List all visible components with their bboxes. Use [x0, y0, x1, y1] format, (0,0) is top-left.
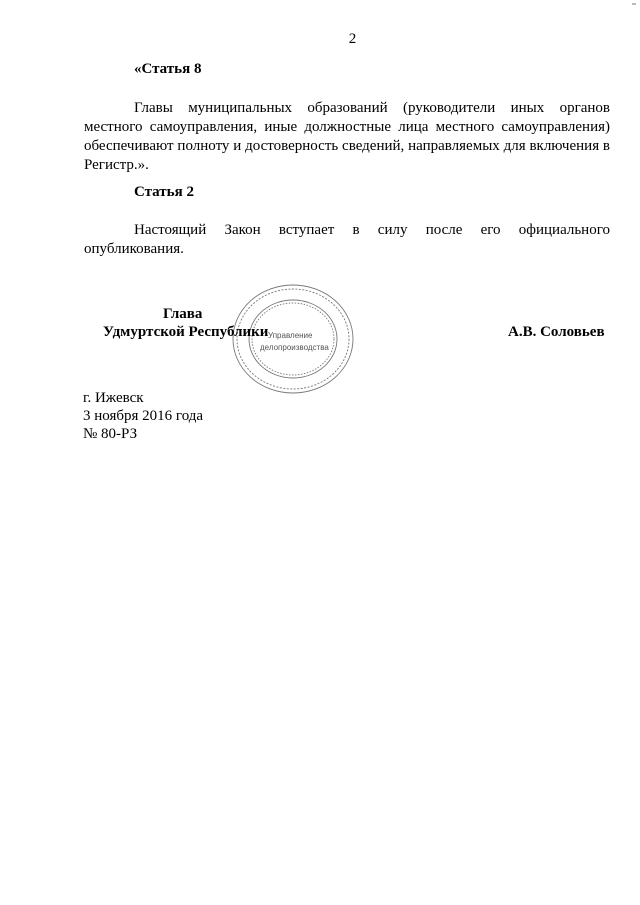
article-8-heading: «Статья 8: [134, 61, 202, 77]
place-of-signing: г. Ижевск: [83, 390, 144, 406]
seal-line-2: делопроизводства: [260, 343, 329, 352]
signatory-title-line-2: Удмуртской Республики: [103, 324, 269, 340]
seal-line-1: Управление: [268, 331, 313, 340]
law-number: № 80-РЗ: [83, 426, 138, 442]
signing-date: 3 ноября 2016 года: [83, 408, 204, 424]
scan-artifact: [632, 3, 636, 5]
signatory-title-line-1: Глава: [163, 306, 203, 322]
article-2-heading: Статья 2: [134, 184, 194, 200]
signatory-name: А.В. Соловьев: [508, 324, 605, 340]
article-2-text: Настоящий Закон вступает в силу после его официального опубликования.: [84, 222, 610, 257]
page-number: 2: [348, 31, 357, 47]
article-8-text: Главы муниципальных образований (руководители иных органов местного самоуправления, иные должностные лица местного самоуправления) обеспечивают полноту и достоверность сведений, направляемых для включения в Регистр.».: [84, 100, 610, 173]
